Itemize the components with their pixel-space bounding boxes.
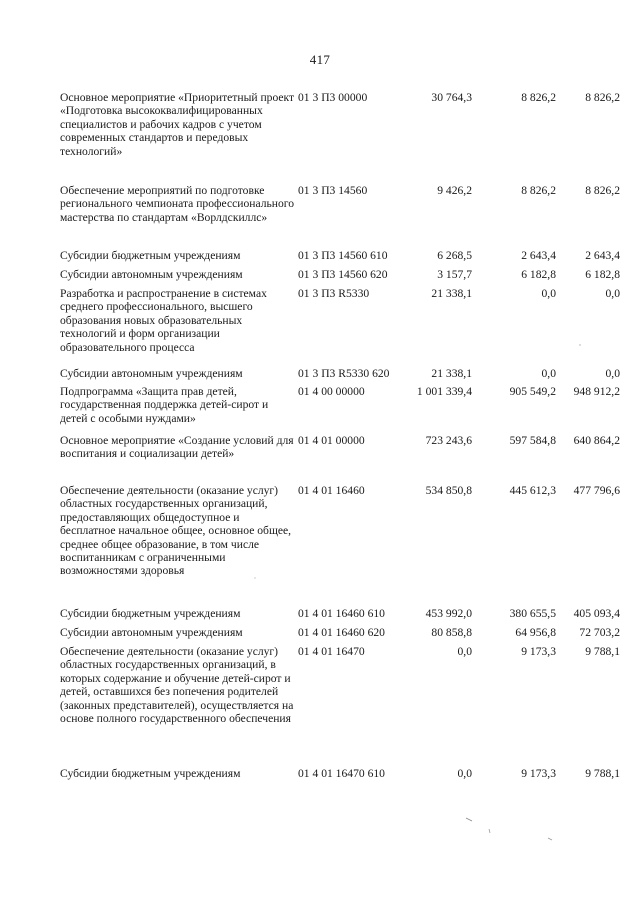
row-code: 01 4 01 16460 610 — [298, 607, 385, 620]
row-description: Подпрограмма «Защита прав детей, государственная поддержка детей-сирот и детей с особыми нуждами» — [60, 385, 269, 425]
row-code: 01 4 01 16460 — [298, 484, 365, 497]
row-value-2: 8 826,2 — [521, 91, 556, 104]
row-description: Субсидии автономным учреждениям — [60, 268, 243, 281]
row-description: Субсидии автономным учреждениям — [60, 626, 243, 639]
row-value-2: 0,0 — [541, 367, 556, 380]
row-code: 01 3 П3 14560 610 — [298, 249, 388, 262]
row-description: Субсидии автономным учреждениям — [60, 367, 243, 380]
row-value-1: 1 001 339,4 — [416, 385, 472, 398]
row-description: Основное мероприятие «Создание условий для воспитания и социализации детей» — [60, 434, 294, 461]
row-value-1: 6 268,5 — [437, 249, 472, 262]
row-value-3: 0,0 — [605, 367, 620, 380]
row-value-3: 948 912,2 — [573, 385, 620, 398]
row-code: 01 4 01 16460 620 — [298, 626, 385, 639]
row-description: Субсидии бюджетным учреждениям — [60, 607, 241, 620]
row-value-2: 2 643,4 — [521, 249, 556, 262]
row-value-2: 8 826,2 — [521, 184, 556, 197]
row-code: 01 4 00 00000 — [298, 385, 365, 398]
row-value-3: 405 093,4 — [573, 607, 620, 620]
row-value-2: 380 655,5 — [509, 607, 556, 620]
row-value-2: 64 956,8 — [515, 626, 556, 639]
row-value-3: 6 182,8 — [585, 268, 620, 281]
row-value-2: 905 549,2 — [509, 385, 556, 398]
row-value-2: 9 173,3 — [521, 645, 556, 658]
row-value-1: 21 338,1 — [431, 287, 472, 300]
row-value-1: 534 850,8 — [425, 484, 472, 497]
row-value-1: 453 992,0 — [425, 607, 472, 620]
row-value-1: 0,0 — [457, 767, 472, 780]
row-value-3: 2 643,4 — [585, 249, 620, 262]
row-value-3: 477 796,6 — [573, 484, 620, 497]
row-description: Обеспечение мероприятий по подготовке регионального чемпионата профессионального мастерства по стандартам «Ворлдскиллс» — [60, 184, 295, 224]
row-description: Обеспечение деятельности (оказание услуг) областных государственных организаций, в которых содержание и обучение детей-сирот и детей, оставшихся без попечения родителей (законных представителей), осуществляется на основе полного государственного обеспечения — [60, 645, 294, 726]
page-number: 417 — [309, 52, 331, 67]
row-code: 01 3 П3 14560 — [298, 184, 368, 197]
row-value-3: 9 788,1 — [585, 767, 620, 780]
row-description: Разработка и распространение в системах среднего профессионального, высшего образования новых образовательных технологий и форм организации образовательного процесса — [60, 287, 267, 354]
row-value-1: 723 243,6 — [425, 434, 472, 447]
row-value-1: 30 764,3 — [431, 91, 472, 104]
row-value-3: 0,0 — [605, 287, 620, 300]
row-description: Основное мероприятие «Приоритетный проект «Подготовка высококвалифицированных специалистов и рабочих кадров с учетом современных стандартов и передовых технологий» — [60, 91, 295, 158]
row-value-3: 8 826,2 — [585, 184, 620, 197]
row-code: 01 3 П3 14560 620 — [298, 268, 388, 281]
row-value-3: 8 826,2 — [585, 91, 620, 104]
row-description: Субсидии бюджетным учреждениям — [60, 249, 241, 262]
row-value-2: 445 612,3 — [509, 484, 556, 497]
row-value-2: 9 173,3 — [521, 767, 556, 780]
row-value-3: 9 788,1 — [585, 645, 620, 658]
row-value-1: 80 858,8 — [431, 626, 472, 639]
row-code: 01 4 01 16470 — [298, 645, 365, 658]
row-description: Субсидии бюджетным учреждениям — [60, 767, 241, 780]
row-value-1: 0,0 — [457, 645, 472, 658]
row-code: 01 3 П3 R5330 — [298, 287, 370, 300]
row-code: 01 3 П3 00000 — [298, 91, 368, 104]
row-value-2: 6 182,8 — [521, 268, 556, 281]
row-value-2: 0,0 — [541, 287, 556, 300]
row-value-1: 21 338,1 — [431, 367, 472, 380]
row-value-1: 9 426,2 — [437, 184, 472, 197]
row-code: 01 4 01 00000 — [298, 434, 365, 447]
row-description: Обеспечение деятельности (оказание услуг) областных государственных организаций, предоставляющих общедоступное и бесплатное начальное общее, основное общее, среднее общее образование, в том числе воспитанникам с ограниченными возможностями здоровья — [60, 484, 292, 578]
row-code: 01 4 01 16470 610 — [298, 767, 385, 780]
row-value-1: 3 157,7 — [437, 268, 472, 281]
row-value-3: 72 703,2 — [579, 626, 620, 639]
row-value-2: 597 584,8 — [509, 434, 556, 447]
row-code: 01 3 П3 R5330 620 — [298, 367, 390, 380]
row-value-3: 640 864,2 — [573, 434, 620, 447]
